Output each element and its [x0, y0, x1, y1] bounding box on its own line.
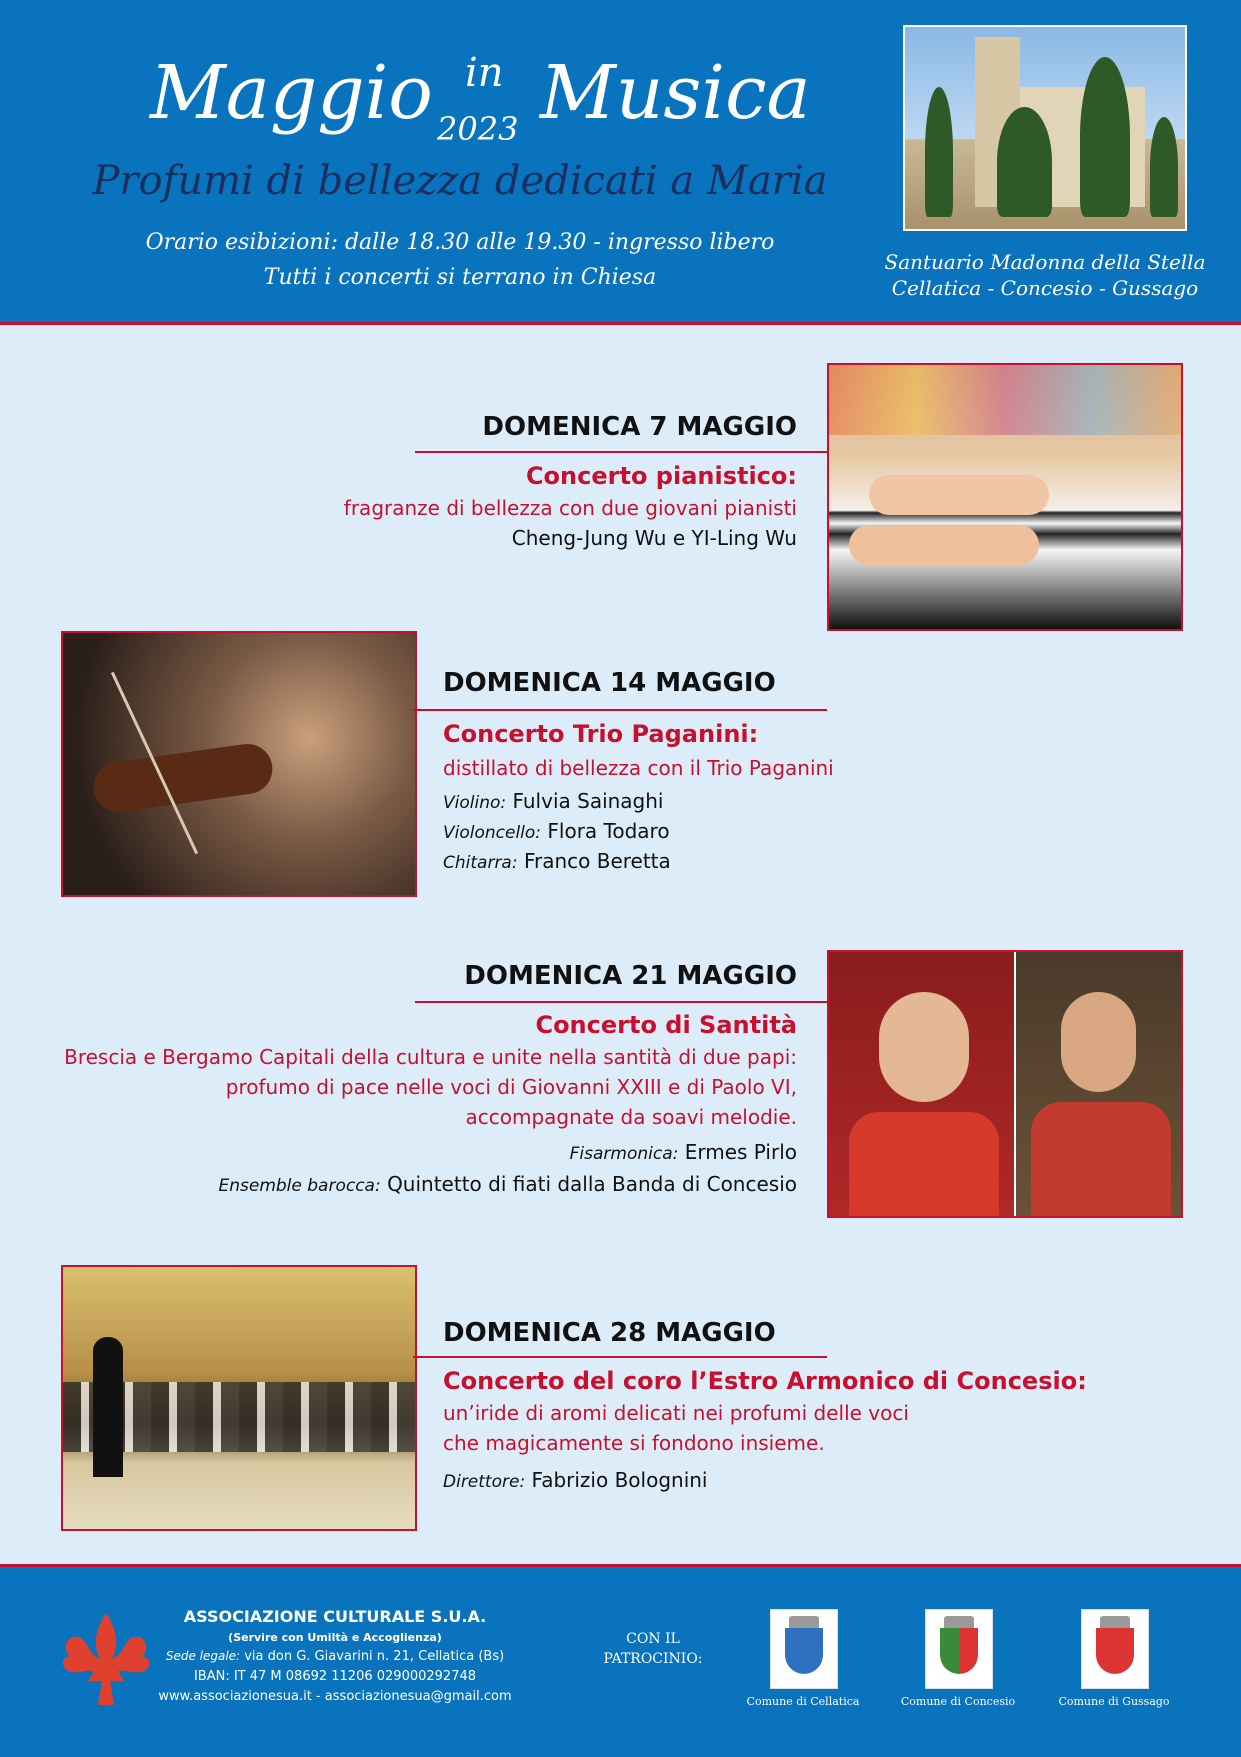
title-year: 2023 — [437, 110, 519, 148]
role-name: Quintetto di fiati dalla Banda di Concesio — [387, 1172, 797, 1196]
hand-shape — [849, 525, 1039, 565]
day-title-4: DOMENICA 28 MAGGIO — [443, 1318, 776, 1348]
concert-description-3-line-1: Brescia e Bergamo Capitali della cultura e unite nella santità di due papi: — [64, 1045, 797, 1069]
role-row — [60, 1172, 797, 1196]
hand-shape — [869, 475, 1049, 515]
subtitle: Profumi di bellezza dedicati a Maria — [92, 158, 828, 204]
patronage-label — [588, 1629, 718, 1669]
divider-rule — [413, 1356, 827, 1358]
divider-rule — [413, 709, 827, 711]
role-row — [443, 1468, 708, 1492]
role-name: Flora Todaro — [547, 819, 670, 843]
role-name: Fulvia Sainaghi — [512, 789, 664, 813]
gussago-crest-icon — [1081, 1609, 1149, 1689]
crest-shield — [785, 1628, 823, 1674]
address-value: via don G. Giavarini n. 21, Cellatica (Bs) — [244, 1649, 505, 1664]
concert-title-2: Concerto Trio Paganini: — [443, 720, 759, 748]
schedule-line-2: Tutti i concerti si terrano in Chiesa — [263, 265, 657, 290]
assoc-motto: (Servire con Umiltà e Accoglienza) — [228, 1631, 442, 1644]
role-label: Violoncello: — [443, 823, 542, 843]
role-label: Ensemble barocca: — [218, 1176, 381, 1196]
day-title-3: DOMENICA 21 MAGGIO — [464, 961, 797, 991]
violin-photo — [61, 631, 417, 897]
concesio-crest-icon — [925, 1609, 993, 1689]
address-label: Sede legale: — [165, 1649, 241, 1663]
concert-performers-1: Cheng-Jung Wu e YI-Ling Wu — [511, 526, 797, 550]
role-row — [60, 1140, 797, 1164]
crest-crown — [944, 1616, 974, 1628]
robe-shape — [1031, 1102, 1171, 1216]
choir-photo — [61, 1265, 417, 1531]
day-title-2: DOMENICA 14 MAGGIO — [443, 668, 776, 698]
role-name: Ermes Pirlo — [684, 1140, 797, 1164]
concert-description-3-line-2: profumo di pace nelle voci di Giovanni XXIII e di Paolo VI, — [225, 1075, 797, 1099]
popes-photo — [827, 950, 1183, 1218]
role-row — [443, 819, 670, 843]
violin-shape — [90, 741, 275, 816]
pope-portrait-right — [1016, 952, 1181, 1216]
role-label: Fisarmonica: — [569, 1144, 679, 1164]
title-maggio: Maggio — [150, 50, 433, 136]
concert-description-3-line-3: accompagnate da soavi melodie. — [465, 1105, 797, 1129]
face-shape — [879, 992, 969, 1102]
church-caption-line-2: Cellatica - Concesio - Gussago — [891, 276, 1199, 300]
cypress-tree — [925, 87, 953, 217]
patronage-line-1: CON IL — [626, 1631, 680, 1647]
robe-shape — [849, 1112, 999, 1216]
concert-description-2: distillato di bellezza con il Trio Paganini — [443, 756, 834, 780]
pope-portrait-left — [829, 952, 1014, 1216]
conductor-shape — [93, 1337, 123, 1477]
divider-rule — [415, 1001, 827, 1003]
role-label: Violino: — [443, 793, 507, 813]
church-photo — [903, 25, 1187, 231]
day-title-1: DOMENICA 7 MAGGIO — [482, 412, 797, 442]
footer-banner — [0, 1564, 1241, 1757]
cypress-tree — [1080, 57, 1130, 217]
assoc-address — [130, 1649, 540, 1664]
divider-rule — [415, 451, 827, 453]
cypress-tree — [997, 107, 1052, 217]
role-label: Chitarra: — [443, 853, 518, 873]
cellatica-crest-icon — [770, 1609, 838, 1689]
role-row — [443, 789, 663, 813]
patronage-line-2: PATROCINIO: — [603, 1651, 703, 1667]
crest-crown — [1100, 1616, 1130, 1628]
piano-photo — [827, 363, 1183, 631]
role-name: Fabrizio Bolognini — [531, 1468, 708, 1492]
face-shape — [1061, 992, 1136, 1092]
schedule-line-1: Orario esibizioni: dalle 18.30 alle 19.30 - ingresso libero — [145, 230, 775, 255]
comune-cellatica: Comune di Cellatica — [746, 1695, 860, 1708]
concert-description-4-line-2: che magicamente si fondono insieme. — [443, 1431, 825, 1455]
title-musica: Musica — [540, 50, 811, 136]
church-caption-line-1: Santuario Madonna della Stella — [884, 250, 1206, 274]
crest-shield — [1096, 1628, 1134, 1674]
assoc-name: ASSOCIAZIONE CULTURALE S.U.A. — [183, 1607, 487, 1626]
header-banner — [0, 0, 1241, 325]
assoc-web: www.associazionesua.it - associazionesua@gmail.com — [158, 1689, 512, 1704]
comune-concesio: Comune di Concesio — [900, 1695, 1016, 1708]
role-row — [443, 849, 671, 873]
cypress-tree — [1150, 117, 1178, 217]
concert-description-1: fragranze di bellezza con due giovani pianisti — [343, 496, 797, 520]
role-name: Franco Beretta — [523, 849, 671, 873]
concert-description-4-line-1: un’iride di aromi delicati nei profumi delle voci — [443, 1401, 909, 1425]
comune-gussago: Comune di Gussago — [1058, 1695, 1170, 1708]
blurred-background — [829, 365, 1181, 435]
role-label: Direttore: — [443, 1472, 526, 1492]
crest-crown — [789, 1616, 819, 1628]
concert-title-1: Concerto pianistico: — [525, 462, 797, 490]
crest-shield — [940, 1628, 978, 1674]
concert-title-3: Concerto di Santità — [535, 1011, 797, 1039]
concert-title-4: Concerto del coro l’Estro Armonico di Concesio: — [443, 1367, 1087, 1395]
assoc-iban: IBAN: IT 47 M 08692 11206 029000292748 — [193, 1669, 477, 1684]
title-in: in — [465, 50, 504, 96]
